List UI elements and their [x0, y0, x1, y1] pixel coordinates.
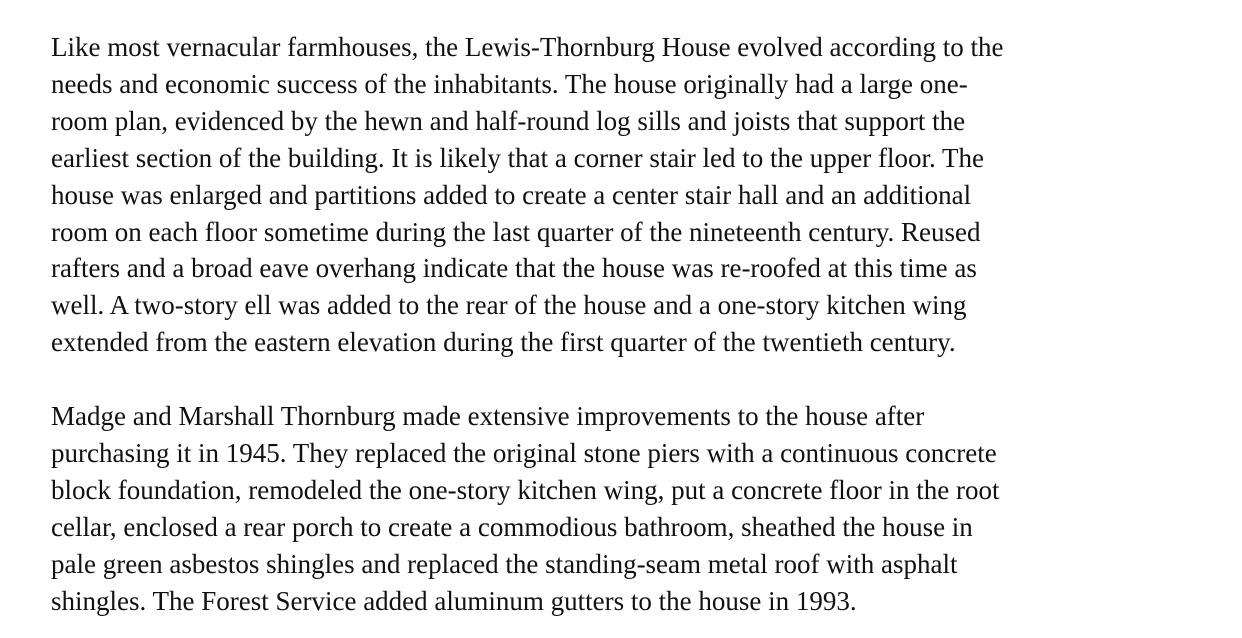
- text-line: extended from the eastern elevation during the first quarter of the twentieth century.: [51, 327, 956, 358]
- text-line: needs and economic success of the inhabitants. The house originally had a large one-: [51, 68, 968, 99]
- text-line: shingles. The Forest Service added aluminum gutters to the house in 1993.: [51, 585, 857, 616]
- text-line: block foundation, remodeled the one-story kitchen wing, put a concrete floor in the root: [51, 474, 1000, 505]
- text-line: purchasing it in 1945. They replaced the original stone piers with a continuous concrete: [51, 437, 997, 468]
- text-line: room plan, evidenced by the hewn and half-round log sills and joists that support the: [51, 105, 966, 136]
- text-line: well. A two-story ell was added to the rear of the house and a one-story kitchen wing: [51, 290, 967, 321]
- paragraph-thornburg-improvements: [51, 398, 999, 619]
- text-line: Like most vernacular farmhouses, the Lewis-Thornburg House evolved according to the: [51, 32, 1004, 62]
- text-line: cellar, enclosed a rear porch to create a commodious bathroom, sheathed the house in: [51, 511, 973, 542]
- text-line: pale green asbestos shingles and replaced the standing-seam metal roof with asphalt: [51, 548, 958, 579]
- text-line: room on each floor sometime during the last quarter of the nineteenth century. Reused: [51, 216, 981, 247]
- text-line: rafters and a broad eave overhang indicate that the house was re-roofed at this time as: [51, 253, 977, 284]
- text-line: Madge and Marshall Thornburg made extensive improvements to the house after: [51, 401, 925, 431]
- text-line: earliest section of the building. It is likely that a corner stair led to the upper floor. The: [51, 142, 984, 173]
- paragraph-house-evolution: [51, 29, 1003, 361]
- text-line: house was enlarged and partitions added to create a center stair hall and an additional: [51, 179, 972, 210]
